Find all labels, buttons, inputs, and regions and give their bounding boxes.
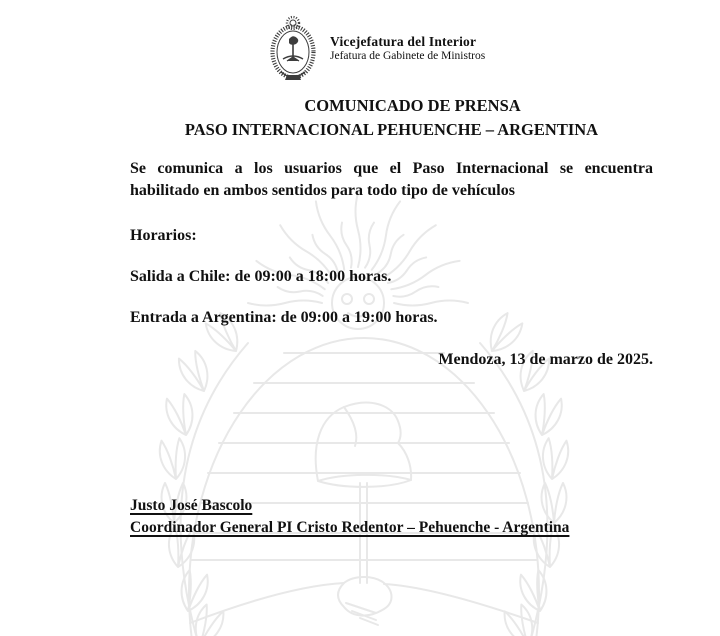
document-title xyxy=(130,94,653,142)
signatory-title: Coordinador General PI Cristo Redentor – Pehuenche - Argentina xyxy=(130,519,570,536)
signatory-name: Justo José Bascolo xyxy=(130,497,253,514)
schedule-heading: Horarios: xyxy=(130,227,197,244)
announcement-line-1: Se comunica a los usuarios que el Paso Internacional se encuentra xyxy=(130,160,653,177)
dateline: Mendoza, 13 de marzo de 2025. xyxy=(438,351,653,368)
org-name: Vicejefatura del Interior xyxy=(330,34,477,49)
argentina-coat-of-arms-logo-icon xyxy=(265,15,321,81)
title-line-2: PASO INTERNACIONAL PEHUENCHE – ARGENTINA xyxy=(184,120,599,139)
schedule-entry-to-argentina: Entrada a Argentina: de 09:00 a 19:00 horas. xyxy=(130,309,438,326)
coat-of-arms-watermark-icon xyxy=(148,183,580,636)
announcement-line-2: habilitado en ambos sentidos para todo tipo de vehículos xyxy=(130,182,515,199)
org-subtitle: Jefatura de Gabinete de Ministros xyxy=(330,50,486,62)
schedule-exit-to-chile: Salida a Chile: de 09:00 a 18:00 horas. xyxy=(130,268,392,285)
title-line-1: COMUNICADO DE PRENSA xyxy=(304,96,521,115)
announcement-paragraph xyxy=(130,158,653,202)
signature-block xyxy=(130,495,653,539)
